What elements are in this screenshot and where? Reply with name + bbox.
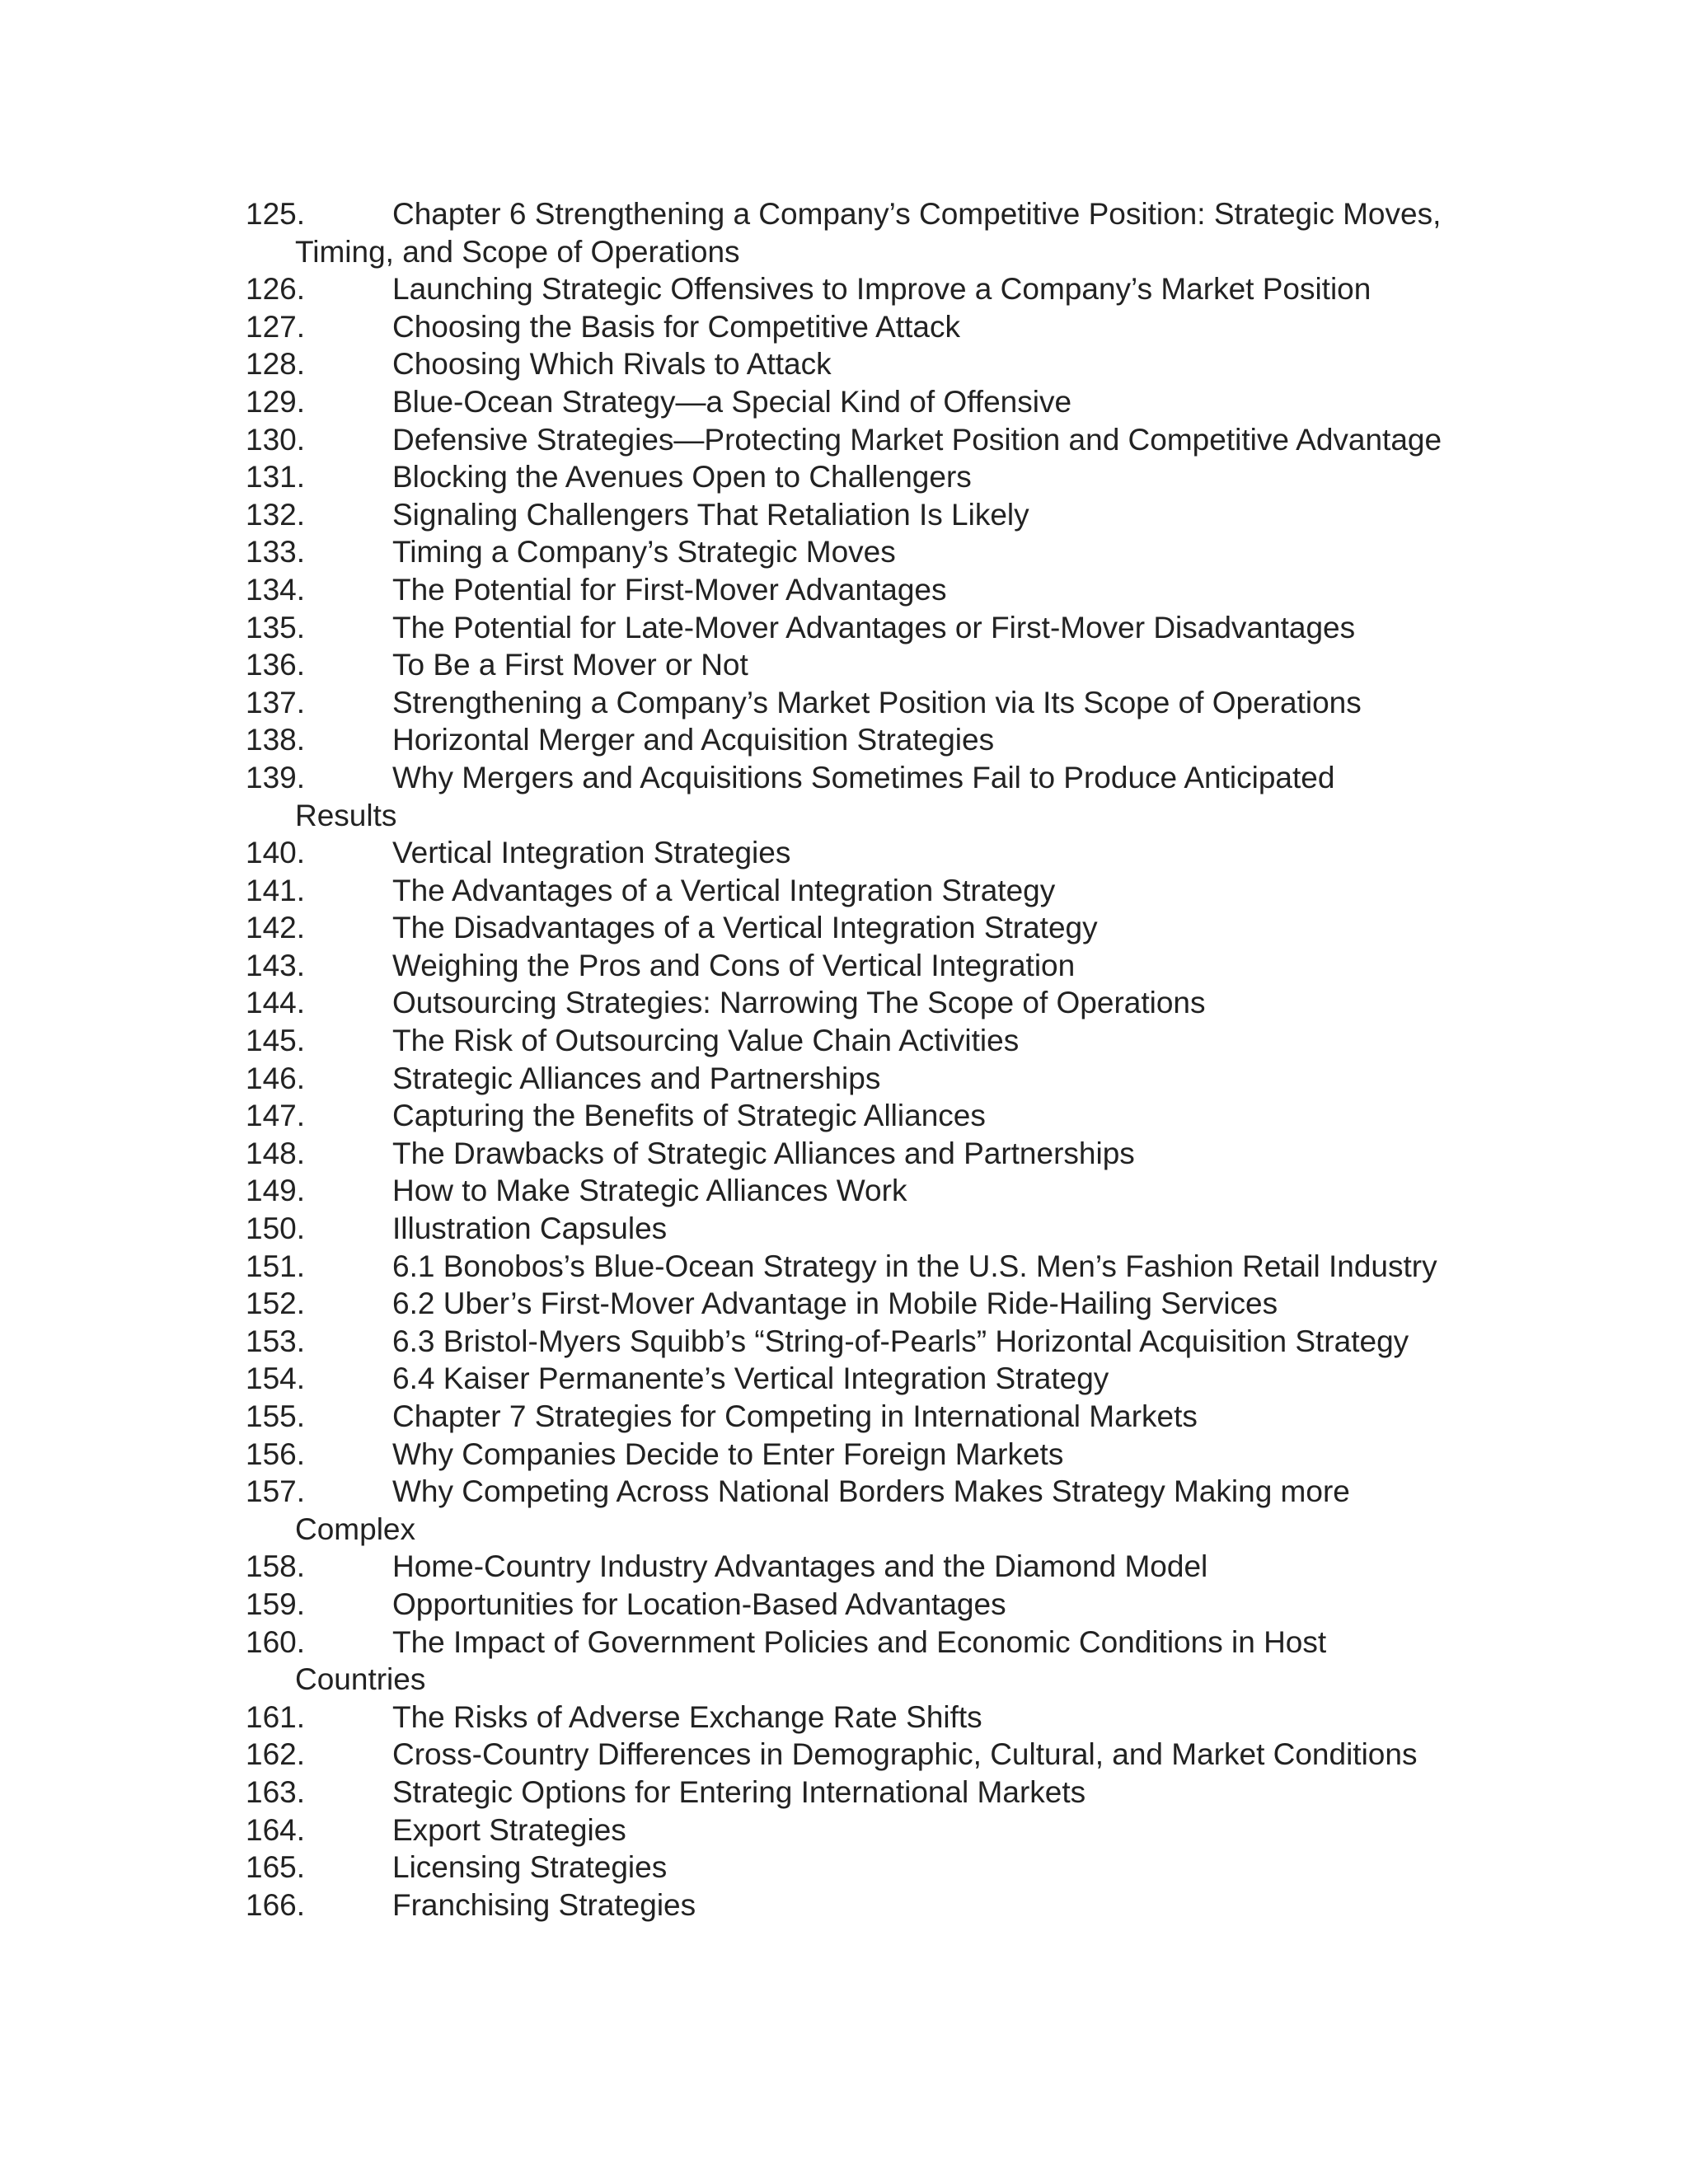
list-item-number: 161. <box>246 1699 306 1734</box>
list-item-text-continuation: Results <box>295 798 397 832</box>
list-item <box>246 684 1482 722</box>
list-item-text: The Impact of Government Policies and Economic Conditions in Host <box>392 1624 1327 1659</box>
list-item-text: The Risks of Adverse Exchange Rate Shifts <box>392 1699 982 1734</box>
list-item <box>246 1398 1482 1436</box>
list-item-text: Horizontal Merger and Acquisition Strategies <box>392 723 995 757</box>
list-item-text: The Risk of Outsourcing Value Chain Activities <box>392 1024 1020 1058</box>
list-item-text: The Advantages of a Vertical Integration Strategy <box>392 873 1056 907</box>
list-item-text: The Drawbacks of Strategic Alliances and Partnerships <box>392 1136 1135 1170</box>
list-item-text: 6.2 Uber’s First-Mover Advantage in Mobile Ride-Hailing Services <box>392 1286 1278 1321</box>
list-item <box>246 308 1482 346</box>
list-item-text-continuation: Countries <box>295 1662 426 1697</box>
list-item-number: 164. <box>246 1812 306 1847</box>
list-item <box>246 1849 1482 1886</box>
list-item-number: 129. <box>246 384 306 419</box>
list-item <box>246 1548 1482 1586</box>
list-item <box>246 1172 1482 1210</box>
list-item <box>246 1360 1482 1398</box>
list-item <box>246 909 1482 947</box>
list-item <box>246 571 1482 609</box>
list-item <box>246 646 1482 684</box>
list-item <box>246 1473 1482 1548</box>
list-item-text: Licensing Strategies <box>392 1850 668 1885</box>
list-item-number: 155. <box>246 1399 306 1433</box>
list-item-text: Outsourcing Strategies: Narrowing The Scope of Operations <box>392 986 1206 1020</box>
list-item-text: Vertical Integration Strategies <box>392 836 791 870</box>
list-item <box>246 1774 1482 1811</box>
list-item-text: Blue-Ocean Strategy—a Special Kind of Offensive <box>392 384 1072 419</box>
list-item <box>246 1097 1482 1135</box>
list-item-text: Chapter 7 Strategies for Competing in International Markets <box>392 1399 1198 1433</box>
list-item-number: 135. <box>246 610 306 644</box>
list-item-text: Choosing Which Rivals to Attack <box>392 347 832 382</box>
list-item <box>246 947 1482 985</box>
list-item-text: Launching Strategic Offensives to Improve a Company’s Market Position <box>392 272 1372 307</box>
list-item <box>246 421 1482 459</box>
list-item-number: 127. <box>246 309 306 344</box>
list-item-number: 126. <box>246 272 306 307</box>
list-item <box>246 759 1482 834</box>
list-item-text: 6.3 Bristol-Myers Squibb’s “String-of-Pearls” Horizontal Acquisition Strategy <box>392 1324 1409 1358</box>
list-item <box>246 1210 1482 1248</box>
list-item <box>246 1586 1482 1624</box>
list-item-text: Strategic Alliances and Partnerships <box>392 1061 881 1095</box>
list-item <box>246 1022 1482 1060</box>
list-item-number: 153. <box>246 1324 306 1358</box>
list-item-text: Franchising Strategies <box>392 1887 696 1922</box>
list-item-text: The Potential for Late-Mover Advantages or First-Mover Disadvantages <box>392 610 1356 644</box>
list-item-text: Capturing the Benefits of Strategic Alliances <box>392 1099 986 1133</box>
list-item <box>246 1135 1482 1173</box>
list-item-text: Why Competing Across National Borders Makes Strategy Making more <box>392 1474 1350 1509</box>
list-item <box>246 1624 1482 1699</box>
list-item-number: 130. <box>246 422 306 457</box>
list-item-number: 157. <box>246 1474 306 1509</box>
list-item-number: 158. <box>246 1549 306 1584</box>
list-item-number: 136. <box>246 648 306 682</box>
list-item-text: Illustration Capsules <box>392 1212 668 1246</box>
list-item-number: 165. <box>246 1850 306 1885</box>
list-item-number: 139. <box>246 760 306 794</box>
list-item-text: Signaling Challengers That Retaliation Is Likely <box>392 497 1029 532</box>
list-item-text: Why Companies Decide to Enter Foreign Markets <box>392 1436 1064 1471</box>
list-item <box>246 496 1482 534</box>
list-item-number: 143. <box>246 948 306 982</box>
list-item <box>246 721 1482 759</box>
list-item-number: 146. <box>246 1061 306 1095</box>
list-item-text: Weighing the Pros and Cons of Vertical Integration <box>392 948 1076 982</box>
list-item-number: 166. <box>246 1887 306 1922</box>
list-item-text: Choosing the Basis for Competitive Attack <box>392 309 960 344</box>
list-item-number: 128. <box>246 347 306 382</box>
list-item-number: 159. <box>246 1586 306 1621</box>
list-item-text: Timing a Company’s Strategic Moves <box>392 535 896 569</box>
list-item <box>246 345 1482 383</box>
list-item-number: 138. <box>246 723 306 757</box>
list-item-text: Blocking the Avenues Open to Challengers <box>392 460 972 494</box>
list-item <box>246 1248 1482 1286</box>
list-item-text: How to Make Strategic Alliances Work <box>392 1174 907 1208</box>
list-item <box>246 195 1482 270</box>
list-item-number: 151. <box>246 1249 306 1283</box>
list-item-number: 133. <box>246 535 306 569</box>
list-item <box>246 872 1482 910</box>
list-item-number: 154. <box>246 1361 306 1396</box>
list-item <box>246 1886 1482 1924</box>
list-item-number: 142. <box>246 911 306 945</box>
list-item-number: 137. <box>246 685 306 719</box>
list-item-text: Chapter 6 Strengthening a Company’s Competitive Position: Strategic Moves, <box>392 197 1442 231</box>
list-item <box>246 1060 1482 1098</box>
list-item-text-continuation: Complex <box>295 1511 415 1546</box>
list-item-number: 141. <box>246 873 306 907</box>
list-item-number: 149. <box>246 1174 306 1208</box>
list-item <box>246 1436 1482 1474</box>
list-item <box>246 834 1482 872</box>
list-item-text: Home-Country Industry Advantages and the Diamond Model <box>392 1549 1208 1584</box>
table-of-contents-list <box>246 195 1482 1924</box>
list-item-text-continuation: Timing, and Scope of Operations <box>295 234 740 269</box>
list-item-text: Strategic Options for Entering International Markets <box>392 1774 1086 1809</box>
list-item-number: 152. <box>246 1286 306 1321</box>
list-item <box>246 533 1482 571</box>
list-item <box>246 1323 1482 1361</box>
list-item-number: 156. <box>246 1436 306 1471</box>
list-item-text: The Disadvantages of a Vertical Integration Strategy <box>392 911 1098 945</box>
list-item-number: 160. <box>246 1624 306 1659</box>
list-item-number: 132. <box>246 497 306 532</box>
list-item-number: 134. <box>246 572 306 607</box>
list-item-number: 163. <box>246 1774 306 1809</box>
list-item <box>246 1811 1482 1849</box>
list-item-text: 6.4 Kaiser Permanente’s Vertical Integration Strategy <box>392 1361 1109 1396</box>
list-item-number: 148. <box>246 1136 306 1170</box>
list-item-number: 125. <box>246 197 306 231</box>
list-item-text: Defensive Strategies—Protecting Market Position and Competitive Advantage <box>392 422 1442 457</box>
list-item-text: Why Mergers and Acquisitions Sometimes Fail to Produce Anticipated <box>392 760 1335 794</box>
list-item <box>246 1736 1482 1774</box>
list-item-text: Cross-Country Differences in Demographic, Cultural, and Market Conditions <box>392 1737 1418 1772</box>
list-item <box>246 609 1482 647</box>
list-item-text: Strengthening a Company’s Market Position via Its Scope of Operations <box>392 685 1362 719</box>
list-item-number: 162. <box>246 1737 306 1772</box>
list-item-text: To Be a First Mover or Not <box>392 648 748 682</box>
list-item-text: 6.1 Bonobos’s Blue-Ocean Strategy in the U.S. Men’s Fashion Retail Industry <box>392 1249 1437 1283</box>
list-item-number: 140. <box>246 836 306 870</box>
list-item <box>246 1285 1482 1323</box>
list-item-number: 145. <box>246 1024 306 1058</box>
list-item-text: Export Strategies <box>392 1812 626 1847</box>
list-item-text: The Potential for First-Mover Advantages <box>392 572 947 607</box>
list-item-number: 150. <box>246 1212 306 1246</box>
list-item <box>246 984 1482 1022</box>
list-item <box>246 458 1482 496</box>
list-item <box>246 270 1482 308</box>
list-item-number: 144. <box>246 986 306 1020</box>
list-item <box>246 1699 1482 1736</box>
list-item-text: Opportunities for Location-Based Advantages <box>392 1586 1006 1621</box>
list-item <box>246 383 1482 421</box>
list-item-number: 131. <box>246 460 306 494</box>
list-item-number: 147. <box>246 1099 306 1133</box>
